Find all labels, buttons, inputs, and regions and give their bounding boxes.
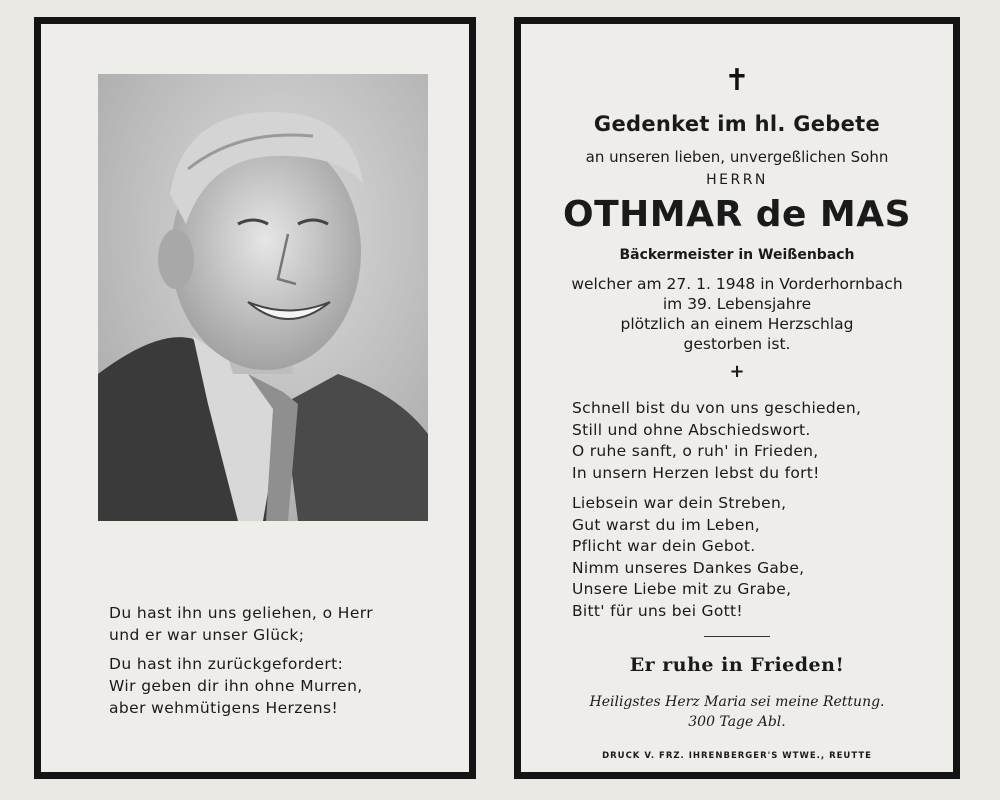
- death-details: [521, 274, 953, 354]
- poem-line: Gut warst du im Leben,: [572, 515, 761, 534]
- rest-in-peace: Er ruhe in Frieden!: [629, 654, 845, 676]
- left-verse-stanza-1: [109, 602, 449, 646]
- honorific: HERRN: [706, 172, 768, 188]
- poem-line: Unsere Liebe mit zu Grabe,: [572, 580, 792, 598]
- details-line: gestorben ist.: [683, 335, 791, 353]
- poem-line: Nimm unseres Dankes Gabe,: [572, 558, 805, 577]
- details-line: im 39. Lebensjahre: [662, 295, 812, 313]
- memorial-poem: [572, 398, 932, 622]
- indulgence-line: 300 Tage Abl.: [688, 714, 786, 730]
- occupation: Bäckermeister in Weißenbach: [619, 247, 855, 263]
- verse-line: aber wehmütigens Herzens!: [109, 699, 339, 717]
- prayer-line: Heiligstes Herz Maria sei meine Rettung.: [589, 694, 885, 710]
- card-heading: Gedenket im hl. Gebete: [593, 112, 881, 136]
- left-verse: [109, 602, 449, 719]
- poem-line: Schnell bist du von uns geschieden,: [572, 399, 862, 417]
- poem-line: O ruhe sanft, o ruh' in Frieden,: [572, 442, 819, 460]
- divider-rule: [704, 636, 770, 637]
- verse-line: Du hast ihn uns geliehen, o Herr: [109, 604, 374, 622]
- poem-line: Liebsein war dein Streben,: [572, 494, 787, 512]
- poem-stanza-2: [572, 493, 932, 622]
- details-line: plötzlich an einem Herzschlag: [620, 315, 854, 333]
- printer-imprint: DRUCK V. FRZ. IHRENBERGER'S WTWE., REUTTE: [602, 751, 872, 761]
- portrait-photo: [98, 74, 428, 521]
- deceased-name: OTHMAR de MAS: [562, 194, 912, 235]
- details-line: welcher am 27. 1. 1948 in Vorderhornbach: [571, 275, 903, 293]
- small-cross-icon: +: [729, 361, 745, 382]
- left-verse-stanza-2: [109, 653, 449, 719]
- poem-line: Pflicht war dein Gebot.: [572, 537, 756, 555]
- portrait-image: [98, 74, 428, 521]
- left-card: [34, 17, 476, 779]
- verse-line: Wir geben dir ihn ohne Murren,: [109, 677, 363, 695]
- poem-line: Still und ohne Abschiedswort.: [572, 420, 811, 439]
- right-card: [514, 17, 960, 779]
- verse-line: Du hast ihn zurückgefordert:: [109, 655, 344, 673]
- poem-stanza-1: [572, 398, 932, 484]
- intro-line: an unseren lieben, unvergeßlichen Sohn: [585, 148, 889, 166]
- cross-icon: ✝: [724, 63, 750, 98]
- poem-line: In unsern Herzen lebst du fort!: [572, 463, 820, 482]
- verse-line: und er war unser Glück;: [109, 626, 305, 644]
- poem-line: Bitt' für uns bei Gott!: [572, 601, 743, 620]
